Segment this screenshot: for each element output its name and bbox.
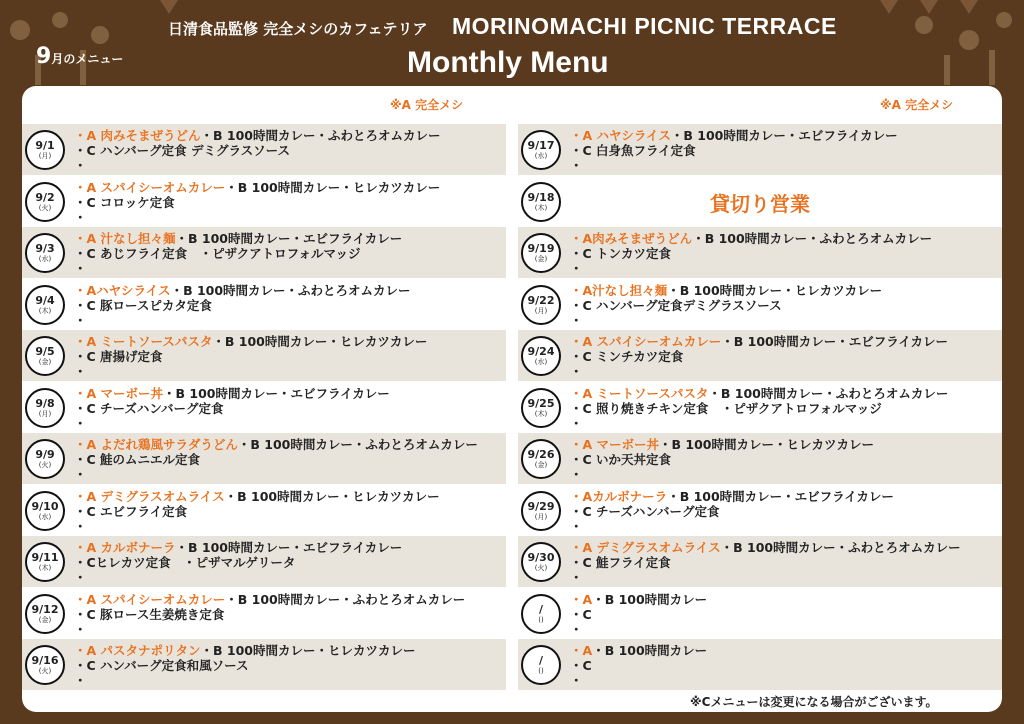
menu-row [22,433,506,484]
menu-column-left [22,124,506,691]
bunting-flag [160,0,178,14]
column-heading-left: ※A 完全メシ [390,98,464,112]
date-text: 9/1 [35,139,55,152]
menu-extra: ・ [570,467,583,482]
menu-b: ・B 100時間カレー・ふわとろオムカレー [692,231,933,246]
menu-column-right [518,124,1002,691]
menu-b: ・B 100時間カレー・エビフライカレー [163,385,390,401]
date-text: 9/2 [35,190,55,204]
menu-b: ・B 100時間カレー・エビフライカレー [670,128,898,143]
menu-extra: ・ [74,518,87,534]
day-of-week: (月) [534,306,548,315]
menu-extra: ・ [74,570,87,585]
menu-b: ・B 100時間カレー・ふわとろオムカレー [170,282,411,298]
menu-a: ・A [570,591,593,607]
date-badge [521,130,561,170]
menu-row [518,536,1002,587]
decorative-pattern-right [894,0,1024,88]
menu-c: ・C ハンバーグ定食和風ソース [74,658,249,673]
menu-lines [74,643,506,688]
menu-extra: ・ [570,312,583,328]
menu-extra: ・ [74,364,87,379]
menu-line-ab [74,592,506,607]
month-number: 9 [36,44,52,69]
day-of-week: (金) [534,255,548,263]
menu-extra: ・ [570,518,583,534]
menu-line-ab [570,489,1002,504]
day-of-week: () [538,615,544,624]
menu-a: ・A肉みそまぜうどん [570,231,693,246]
menu-extra: ・ [570,261,583,276]
date-text: 9/10 [31,499,59,513]
date-text: / [538,602,544,616]
menu-b: ・B 100時間カレー・エビフライカレー [175,231,403,246]
day-of-week: (火) [534,564,548,572]
menu-b: ・B 100時間カレー・ヒレカツカレー [200,643,416,658]
menu-c: ・C コロッケ定食 [74,194,175,210]
date-badge [25,388,65,428]
day-of-week: (金) [38,358,52,366]
date-text: 9/26 [527,448,555,461]
menu-b: ・B 100時間カレー・ふわとろオムカレー [720,540,961,555]
day-of-week: (水) [38,255,52,263]
date-badge [521,388,561,428]
menu-c: ・C ハンバーグ定食 デミグラスソース [74,143,291,158]
menu-line-ab [570,643,1002,658]
menu-b: ・B 100時間カレー・ふわとろオムカレー [225,591,466,607]
menu-line-ab [570,437,1002,452]
menu-c: ・C ハンバーグ定食デミグラスソース [570,297,782,313]
menu-a: ・A 肉みそまぜうどん [74,128,201,143]
menu-row [518,485,1002,536]
menu-lines [570,283,1002,328]
bunting-flag [960,0,978,14]
menu-a: ・A スパイシーオムカレー [74,179,226,195]
date-text: 9/8 [35,396,55,410]
menu-lines [570,437,1002,482]
menu-lines [570,386,1002,431]
menu-b: ・B 100時間カレー・ヒレカツカレー [224,488,440,504]
bunting-flag [920,0,938,14]
date-badge [25,491,65,531]
menu-lines [570,231,1002,276]
day-of-week: (金) [534,461,548,469]
menu-row [22,382,506,433]
menu-extra: ・ [74,261,87,276]
day-of-week: (火) [38,203,52,212]
date-badge [25,439,65,479]
menu-c: ・C トンカツ定食 [570,246,672,261]
menu-row [22,330,506,381]
menu-row [22,485,506,536]
header [0,0,1024,88]
menu-c: ・C ミンチカツ定食 [570,349,684,364]
menu-c: ・C 豚ロース生姜焼き定食 [74,606,225,622]
menu-c: ・C エビフライ定食 [74,503,188,519]
date-badge [521,542,561,582]
menu-line-ab [570,386,1002,401]
date-text: 9/11 [31,551,59,564]
date-badge [25,594,65,634]
menu-c: ・C チーズハンバーグ定食 [74,400,224,416]
menu-row [22,176,506,227]
sub-title: 日清食品監修 完全メシのカフェテリア [168,20,428,38]
menu-c: ・C 白身魚フライ定食 [570,143,696,158]
menu-c: ・C 鮭のムニエル定食 [74,452,201,467]
menu-c: ・C 豚ロースピカタ定食 [74,297,212,313]
menu-b: ・B 100時間カレー・ふわとろオムカレー [200,128,441,143]
menu-lines [74,540,506,585]
month-label [36,44,123,69]
menu-line-ab [570,231,1002,246]
menu-extra: ・ [570,570,583,585]
menu-line-ab [570,128,1002,143]
menu-c: ・C 照り焼きチキン定食 ・ピザクアトロフォルマッジ [570,400,882,416]
menu-a: ・A デミグラスオムライス [74,488,225,504]
menu-row [22,124,506,175]
menu-line-ab [74,231,506,246]
menu-a: ・A マーボー丼 [570,437,660,452]
day-of-week: (水) [38,512,52,521]
menu-line-ab [74,437,506,452]
date-text: 9/18 [527,190,555,204]
date-text: 9/4 [35,293,55,307]
menu-a: ・A ミートソースパスタ [570,385,709,401]
menu-c: ・C 鮭フライ定食 [570,555,671,570]
menu-b: ・B 100時間カレー・エビフライカレー [175,540,403,555]
menu-line-ab [570,334,1002,349]
date-badge [25,233,65,273]
menu-line-ab [74,386,506,401]
menu-extra: ・ [570,158,583,173]
menu-c: ・Cヒレカツ定食 ・ピザマルゲリータ [74,555,296,570]
date-text: 9/12 [31,602,59,616]
bunting-flag [880,0,898,14]
menu-line-ab [570,283,1002,298]
column-heading-right: ※A 完全メシ [880,98,954,112]
date-text: 9/19 [527,242,555,255]
date-badge [521,336,561,376]
menu-row [22,639,506,690]
page-title: Monthly Menu [407,46,609,79]
date-badge [25,130,65,170]
menu-a: ・A マーボー丼 [74,385,164,401]
date-badge [25,336,65,376]
menu-line-ab [570,592,1002,607]
date-text: 9/30 [527,551,555,564]
menu-lines [570,592,1002,637]
menu-lines [74,334,506,379]
day-of-week: (月) [38,152,52,160]
menu-line-ab [74,643,506,658]
day-of-week: (木) [534,409,548,418]
date-text: 9/25 [527,396,555,410]
menu-b: ・B 100時間カレー・エビフライカレー [667,488,894,504]
date-text: 9/16 [31,654,59,667]
date-badge [25,182,65,222]
footer-note: ※Cメニューは変更になる場合がございます。 [690,695,938,709]
day-of-week: (金) [38,615,52,624]
menu-b: ・B 100時間カレー・ヒレカツカレー [225,179,441,195]
date-text: / [538,654,544,667]
menu-a: ・A汁なし担々麺 [570,282,668,298]
date-text: 9/24 [527,345,555,358]
menu-a: ・A スパイシーオムカレー [570,334,722,349]
menu-b: ・B 100時間カレー・エビフライカレー [721,334,949,349]
date-text: 9/9 [35,448,55,461]
date-badge [521,439,561,479]
menu-a: ・A [570,643,593,658]
day-of-week: (火) [38,461,52,469]
menu-line-ab [74,540,506,555]
menu-lines [74,231,506,276]
menu-row [518,330,1002,381]
day-of-week: (月) [38,409,52,418]
menu-lines [74,592,506,637]
menu-a: ・Aハヤシライス [74,282,171,298]
menu-line-ab [74,489,506,504]
menu-lines [570,489,1002,534]
menu-c: ・C チーズハンバーグ定食 [570,503,720,519]
menu-c: ・C [570,606,592,622]
menu-lines [570,128,1002,173]
date-text: 9/29 [527,499,555,513]
menu-extra: ・ [74,158,87,173]
menu-extra: ・ [570,364,583,379]
menu-a: ・A ハヤシライス [570,128,671,143]
menu-row [518,124,1002,175]
menu-lines [570,643,1002,688]
menu-extra: ・ [74,415,87,431]
menu-b: ・B 100時間カレー [592,643,708,658]
menu-row [518,639,1002,690]
menu-line-ab [74,283,506,298]
menu-a: ・A スパイシーオムカレー [74,591,226,607]
menu-a: ・A デミグラスオムライス [570,540,721,555]
date-badge [521,233,561,273]
menu-lines [74,180,506,225]
date-badge [521,285,561,325]
date-badge [521,645,561,685]
menu-b: ・B 100時間カレー・ふわとろオムカレー [708,385,949,401]
closed-notice: 貸切り営業 [710,191,810,216]
menu-row [518,588,1002,639]
menu-c: ・C [570,658,592,673]
menu-row [518,176,1002,227]
date-text: 9/22 [527,293,555,307]
month-suffix: 月のメニュー [51,52,124,66]
menu-b: ・B 100時間カレー・ヒレカツカレー [212,334,428,349]
menu-row [22,536,506,587]
menu-row [518,227,1002,278]
date-badge [25,542,65,582]
menu-row [22,227,506,278]
menu-c: ・C あじフライ定食 ・ピザクアトロフォルマッジ [74,246,361,261]
menu-line-ab [74,180,506,195]
brand-name: MORINOMACHI PICNIC TERRACE [452,13,837,39]
menu-row [22,588,506,639]
menu-lines [74,128,506,173]
menu-c: ・C 唐揚げ定食 [74,349,163,364]
menu-b: ・B 100時間カレー・ヒレカツカレー [659,437,875,452]
menu-lines [74,386,506,431]
menu-lines [74,489,506,534]
date-text: 9/3 [35,242,55,255]
menu-a: ・A ミートソースパスタ [74,334,213,349]
menu-a: ・A よだれ鶏風サラダうどん [74,437,238,452]
menu-extra: ・ [74,209,87,225]
menu-extra: ・ [74,673,87,688]
menu-extra: ・ [570,673,583,688]
menu-extra: ・ [74,312,87,328]
menu-extra: ・ [570,415,583,431]
menu-row [22,279,506,330]
day-of-week: (木) [534,203,548,212]
menu-b: ・B 100時間カレー・ふわとろオムカレー [237,437,478,452]
menu-lines [570,540,1002,585]
day-of-week: (水) [534,152,548,160]
date-badge [25,645,65,685]
menu-b: ・B 100時間カレー [592,591,708,607]
date-badge [521,594,561,634]
date-text: 9/5 [35,345,55,358]
menu-lines [74,283,506,328]
menu-line-ab [74,334,506,349]
menu-lines [74,437,506,482]
menu-row [518,279,1002,330]
menu-line-ab [74,128,506,143]
day-of-week: (月) [534,512,548,521]
menu-extra: ・ [570,621,583,637]
day-of-week: () [538,667,544,675]
menu-row [518,433,1002,484]
menu-line-ab [570,540,1002,555]
date-text: 9/17 [527,139,555,152]
day-of-week: (木) [38,564,52,572]
menu-a: ・A 汁なし担々麺 [74,231,176,246]
menu-c: ・C いか天丼定食 [570,452,672,467]
menu-a: ・A パスタナポリタン [74,643,201,658]
date-badge [25,285,65,325]
day-of-week: (水) [534,358,548,366]
date-badge [521,491,561,531]
day-of-week: (木) [38,306,52,315]
menu-lines [570,334,1002,379]
menu-a: ・A カルボナーラ [74,540,176,555]
day-of-week: (火) [38,667,52,675]
menu-extra: ・ [74,621,87,637]
menu-a: ・Aカルボナーラ [570,488,668,504]
menu-extra: ・ [74,467,87,482]
menu-b: ・B 100時間カレー・ヒレカツカレー [667,282,883,298]
menu-row [518,382,1002,433]
